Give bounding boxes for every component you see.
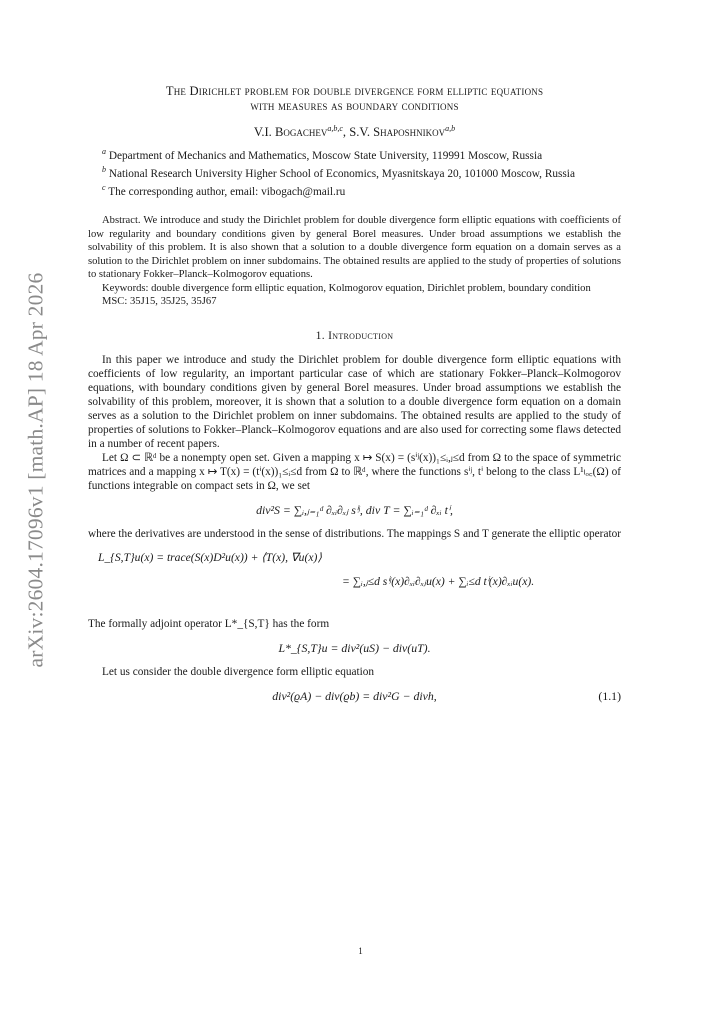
affiliation-a-mark: a — [102, 147, 106, 157]
affiliation-b-mark: b — [102, 164, 106, 174]
equation-generator — [88, 551, 621, 611]
author-line — [88, 122, 621, 139]
msc-text: MSC: 35J15, 35J25, 35J67 — [102, 296, 217, 308]
paper-title — [88, 84, 621, 114]
adjoint-intro: The formally adjoint operator L*_{S,T} has the form — [88, 617, 330, 630]
generator-line-2: = ∑ᵢ,ⱼ≤d sⁱʲ(x)∂ₓᵢ∂ₓⱼu(x) + ∑ᵢ≤d tⁱ(x)∂ₓᵢu(x). — [342, 574, 535, 588]
abstract-text: Abstract. We introduce and study the Dirichlet problem for double divergence form elliptic equations with coefficients of low regularity and boundary conditions given by general Borel measures. Under broad assumptions we establish the solvability of this problem. It is also shown that a solution to a double divergence form equation on a domain serves as a solution to the Dirichlet problem on inner subdomains. The obtained results are applied to the study of properties of solutions to stationary Fokker–Planck–Kolmogorov equations. — [88, 215, 621, 281]
equation-divergence: div²S = ∑ᵢ,ⱼ₌₁ᵈ ∂ₓᵢ∂ₓⱼ sⁱʲ, div T = ∑ᵢ₌₁ᵈ ∂ₓᵢ tⁱ, — [256, 502, 453, 517]
affiliation-b-text: National Research University Higher School of Economics, Myasnitskaya 20, 101000 Moscow, Russia — [108, 167, 575, 180]
affiliation-a — [88, 145, 621, 163]
equation-main-body: div²(ϱA) − div(ϱb) = div²G − divh, — [272, 688, 437, 703]
generator-line-1: L_{S,T}u(x) = trace(S(x)D²u(x)) + ⟨T(x), ∇u(x)⟩ — [98, 550, 322, 564]
paragraph-after-div: where the derivatives are understood in the sense of distributions. The mappings S and T generate the elliptic operator — [88, 527, 622, 540]
affiliation-a-text: Department of Mechanics and Mathematics, Moscow State University, 119991 Moscow, Russia — [108, 149, 543, 162]
author-2-affil: a,b — [445, 124, 456, 133]
equation-number: (1.1) — [598, 688, 621, 703]
paper-body — [88, 84, 621, 713]
intro-paragraph-1: In this paper we introduce and study the Dirichlet problem for double divergence form elliptic equations with coefficients of low regularity, an important particular case of which are stationary Fokker–Planck–Kolmogorov equations, with boundary conditions given by general Borel measures. Under broad assumptions we establish the solvability of this problem, moreover, it is shown that a solution to a double divergence form equation on a domain serves as a solution to the Dirichlet problem on inner subdomains. The obtained results are applied to the study of properties of solutions to Fokker–Planck–Kolmogorov equations and are also used for correcting some flaws detected in a number of recent papers. — [88, 353, 621, 450]
affiliation-c-text: The corresponding author, email: vibogach@mail.ru — [108, 185, 346, 198]
abstract-block — [88, 214, 621, 309]
keywords-text: Keywords: double divergence form elliptic equation, Kolmogorov equation, Dirichlet problem, boundary condition — [102, 282, 591, 294]
section-heading: 1. Introduction — [315, 328, 394, 342]
arxiv-stamp — [18, 260, 54, 680]
author-1: V.I. Bogachev — [253, 125, 328, 140]
page-number: 1 — [358, 946, 363, 956]
equation-adjoint: L*_{S,T}u = div²(uS) − div(uT). — [278, 640, 431, 655]
consider-paragraph: Let us consider the double divergence form elliptic equation — [102, 665, 375, 678]
title-line-1: The Dirichlet problem for double divergence form elliptic equations — [165, 84, 544, 98]
author-1-affil: a,b,c — [327, 124, 343, 133]
affiliation-c — [88, 181, 621, 199]
arxiv-stamp-text: arXiv:2604.17096v1 [math.AP] 18 Apr 2026 — [23, 272, 48, 668]
intro-paragraph-2: Let Ω ⊂ ℝᵈ be a nonempty open set. Given a mapping x ↦ S(x) = (sⁱʲ(x))₁≤ᵢ,ⱼ≤d from Ω to the space of symmetric matrices and a mapping x ↦ T(x) = (tⁱ(x))₁≤ᵢ≤d from Ω to ℝᵈ, where the functions sⁱʲ, tⁱ belong to the class L¹ₗₒ꜀(Ω) of functions integrable on compact sets in Ω, we set — [88, 451, 621, 492]
title-line-2: with measures as boundary conditions — [250, 99, 459, 113]
author-separator: , — [342, 125, 350, 140]
affiliation-c-mark: c — [102, 182, 106, 192]
equation-main — [88, 689, 621, 703]
affiliation-b — [88, 163, 621, 181]
author-2: S.V. Shaposhnikov — [349, 125, 446, 140]
